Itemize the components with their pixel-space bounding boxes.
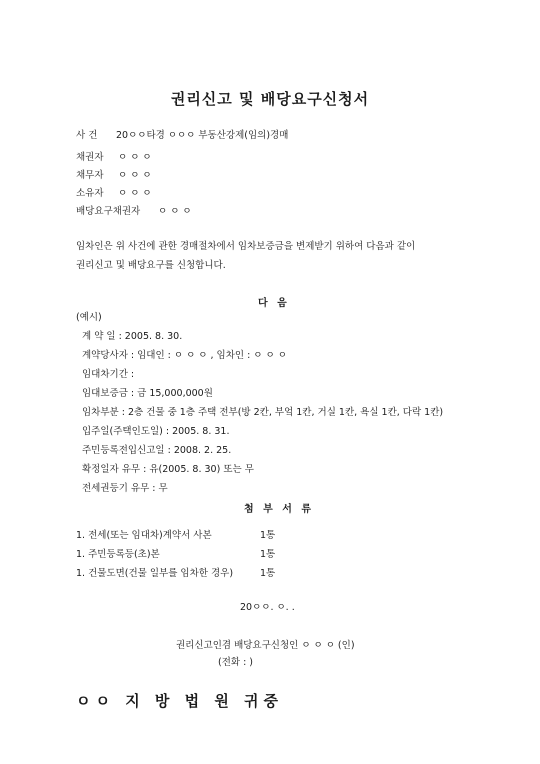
document-date: 20ㅇㅇ. ㅇ. .	[240, 602, 295, 613]
detail-fixed-date: 확정일자 유무 : 유(2005. 8. 30) 또는 무	[82, 464, 254, 475]
debtor-label: 채무자	[76, 170, 104, 181]
court-addressee: ㅇㅇ 지 방 법 원 귀중	[76, 692, 284, 710]
example-label: (예시)	[76, 312, 102, 323]
case-value: 20ㅇㅇ타경 ㅇㅇㅇ 부동산강제(임의)경매	[116, 130, 289, 141]
detail-leased-part: 임차부분 : 2층 건물 중 1층 주택 전부(방 2칸, 부엌 1칸, 거실 1칸, 욕실 1칸, 다락 1칸)	[82, 407, 444, 418]
creditor-value: ㅇ ㅇ ㅇ	[118, 152, 152, 163]
detail-deposit: 임대보증금 : 금 15,000,000원	[82, 388, 213, 399]
attachment-item-name: 1. 전세(또는 임대차)계약서 사본	[76, 530, 212, 541]
case-label: 사 건	[76, 130, 98, 141]
owner-value: ㅇ ㅇ ㅇ	[118, 188, 152, 199]
section-heading: 다 음	[258, 298, 290, 309]
detail-contract-parties: 계약당사자 : 임대인 : ㅇ ㅇ ㅇ , 임차인 : ㅇ ㅇ ㅇ	[82, 350, 287, 361]
attachment-item-count: 1통	[260, 530, 276, 541]
detail-move-in-date: 입주일(주택인도일) : 2005. 8. 31.	[82, 426, 230, 437]
document-title: 권리신고 및 배당요구신청서	[170, 90, 370, 108]
intro-line-1: 임차인은 위 사건에 관한 경매절차에서 임차보증금을 변제받기 위하여 다음과 같이	[76, 241, 416, 252]
dividend-claimant-value: ㅇ ㅇ ㅇ	[158, 206, 192, 217]
attachment-item-name: 1. 주민등록등(초)본	[76, 549, 160, 560]
intro-line-2: 권리신고 및 배당요구를 신청합니다.	[76, 260, 226, 271]
creditor-label: 채권자	[76, 152, 104, 163]
detail-contract-date: 계 약 일 : 2005. 8. 30.	[82, 331, 183, 342]
dividend-claimant-label: 배당요구채권자	[76, 206, 141, 217]
attachment-item-count: 1통	[260, 549, 276, 560]
debtor-value: ㅇ ㅇ ㅇ	[118, 170, 152, 181]
attachment-item-name: 1. 건물도면(건물 일부를 임차한 경우)	[76, 568, 234, 579]
detail-resident-registration-date: 주민등록전입신고일 : 2008. 2. 25.	[82, 445, 232, 456]
attachment-item-count: 1통	[260, 568, 276, 579]
detail-lease-period: 임대차기간 :	[82, 369, 135, 380]
signature-line: 권리신고인겸 배당요구신청인 ㅇ ㅇ ㅇ (인)	[176, 640, 355, 651]
attachments-heading: 첨 부 서 류	[244, 504, 315, 515]
owner-label: 소유자	[76, 188, 104, 199]
detail-jeonse-registration: 전세권등기 유무 : 무	[82, 483, 168, 494]
phone-line: (전화 : )	[218, 657, 254, 668]
